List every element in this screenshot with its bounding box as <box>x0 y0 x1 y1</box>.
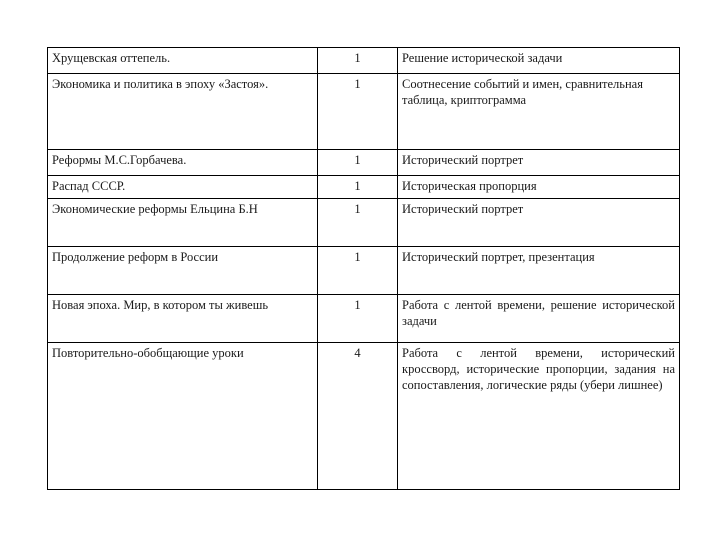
hours-cell: 1 <box>318 48 398 74</box>
form-cell: Решение исторической задачи <box>398 48 680 74</box>
form-cell: Историческая пропорция <box>398 176 680 199</box>
hours-cell: 1 <box>318 74 398 150</box>
form-cell: Исторический портрет <box>398 150 680 176</box>
hours-cell: 1 <box>318 199 398 247</box>
topic-cell: Продолжение реформ в России <box>48 247 318 295</box>
table-row <box>48 176 680 199</box>
form-cell: Исторический портрет, презентация <box>398 247 680 295</box>
topic-cell: Экономические реформы Ельцина Б.Н <box>48 199 318 247</box>
topic-cell: Реформы М.С.Горбачева. <box>48 150 318 176</box>
hours-cell: 1 <box>318 247 398 295</box>
topic-cell: Распад СССР. <box>48 176 318 199</box>
hours-cell: 1 <box>318 176 398 199</box>
table-row <box>48 48 680 74</box>
form-cell: Исторический портрет <box>398 199 680 247</box>
table-row <box>48 74 680 150</box>
form-cell: Соотнесение событий и имен, сравнительная таблица, криптограмма <box>398 74 680 150</box>
form-cell: Работа с лентой времени, исторический кроссворд, исторические пропорции, задания на сопоставления, логические ряды (убери лишнее) <box>398 343 680 490</box>
hours-cell: 4 <box>318 343 398 490</box>
hours-cell: 1 <box>318 150 398 176</box>
table-row <box>48 150 680 176</box>
topic-cell: Повторительно-обобщающие уроки <box>48 343 318 490</box>
table-row <box>48 199 680 247</box>
topic-cell: Экономика и политика в эпоху «Застоя». <box>48 74 318 150</box>
topic-cell: Хрущевская оттепель. <box>48 48 318 74</box>
hours-cell: 1 <box>318 295 398 343</box>
form-cell: Работа с лентой времени, решение исторической задачи <box>398 295 680 343</box>
topic-cell: Новая эпоха. Мир, в котором ты живешь <box>48 295 318 343</box>
table-row <box>48 343 680 490</box>
lesson-plan-table <box>47 47 680 490</box>
table-row <box>48 247 680 295</box>
table-row <box>48 295 680 343</box>
